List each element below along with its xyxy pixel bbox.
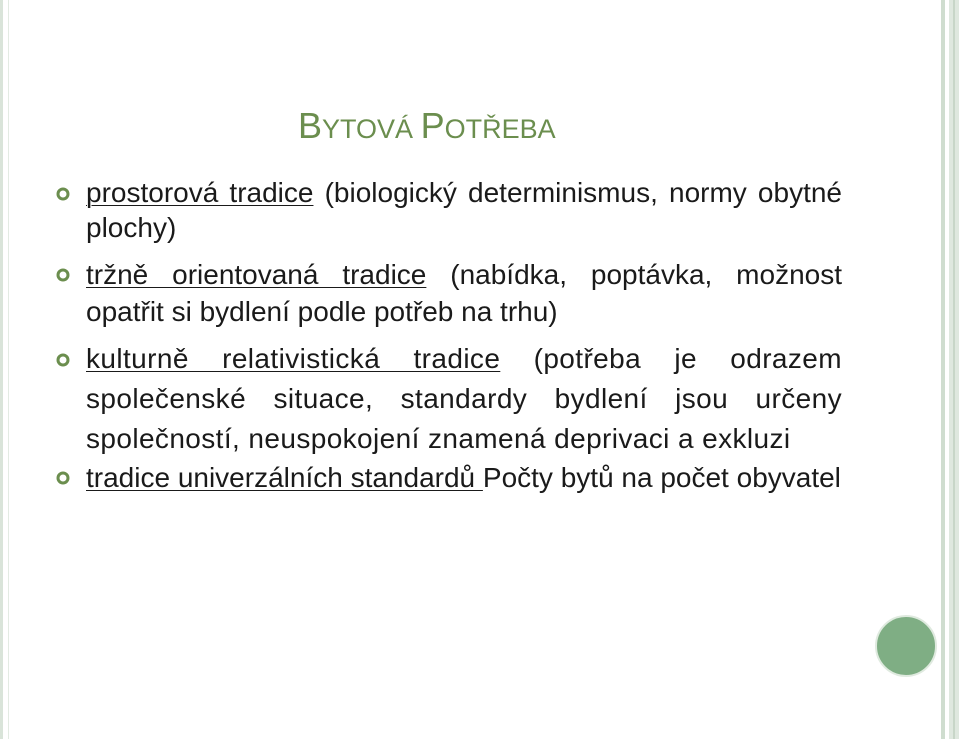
bullet-item-market-tradition bbox=[56, 256, 842, 330]
ring-bullet-icon bbox=[56, 353, 70, 367]
slide-border-right-inner bbox=[941, 0, 945, 739]
bullet-item-cultural-tradition bbox=[56, 339, 842, 459]
slide-border-left-inner bbox=[8, 0, 9, 739]
slide-title: BYTOVÁ POTŘEBA bbox=[298, 105, 556, 146]
bullet-text: (potřeba je odrazem společenské situace, standardy bydlení jsou určeny společností, neuspokojení znamená deprivaci a exkluzi bbox=[86, 343, 842, 454]
bullet-link[interactable]: tradice univerzálních standardů bbox=[86, 462, 483, 493]
bullet-text: (biologický determinismus, normy obytné plochy) bbox=[86, 177, 842, 243]
bullet-list bbox=[56, 175, 842, 496]
slide-border-left-outer bbox=[0, 0, 3, 739]
bullet-text: Počty bytů na počet obyvatel bbox=[482, 462, 841, 493]
bullet-text: (nabídka, poptávka, možnost opatřit si bydlení podle potřeb na trhu) bbox=[86, 259, 842, 327]
bullet-link[interactable]: prostorová tradice bbox=[86, 177, 314, 208]
ring-bullet-icon bbox=[56, 187, 70, 201]
ring-bullet-icon bbox=[56, 268, 70, 282]
bullet-link[interactable]: kulturně relativistická tradice bbox=[86, 343, 501, 374]
bullet-item-spatial-tradition bbox=[56, 175, 842, 245]
ring-bullet-icon bbox=[56, 471, 70, 485]
bullet-link[interactable]: tržně orientovaná tradice bbox=[86, 259, 427, 290]
decorative-green-circle bbox=[875, 615, 937, 677]
slide-border-right-line bbox=[953, 0, 955, 739]
bullet-item-universal-standards bbox=[56, 459, 842, 496]
